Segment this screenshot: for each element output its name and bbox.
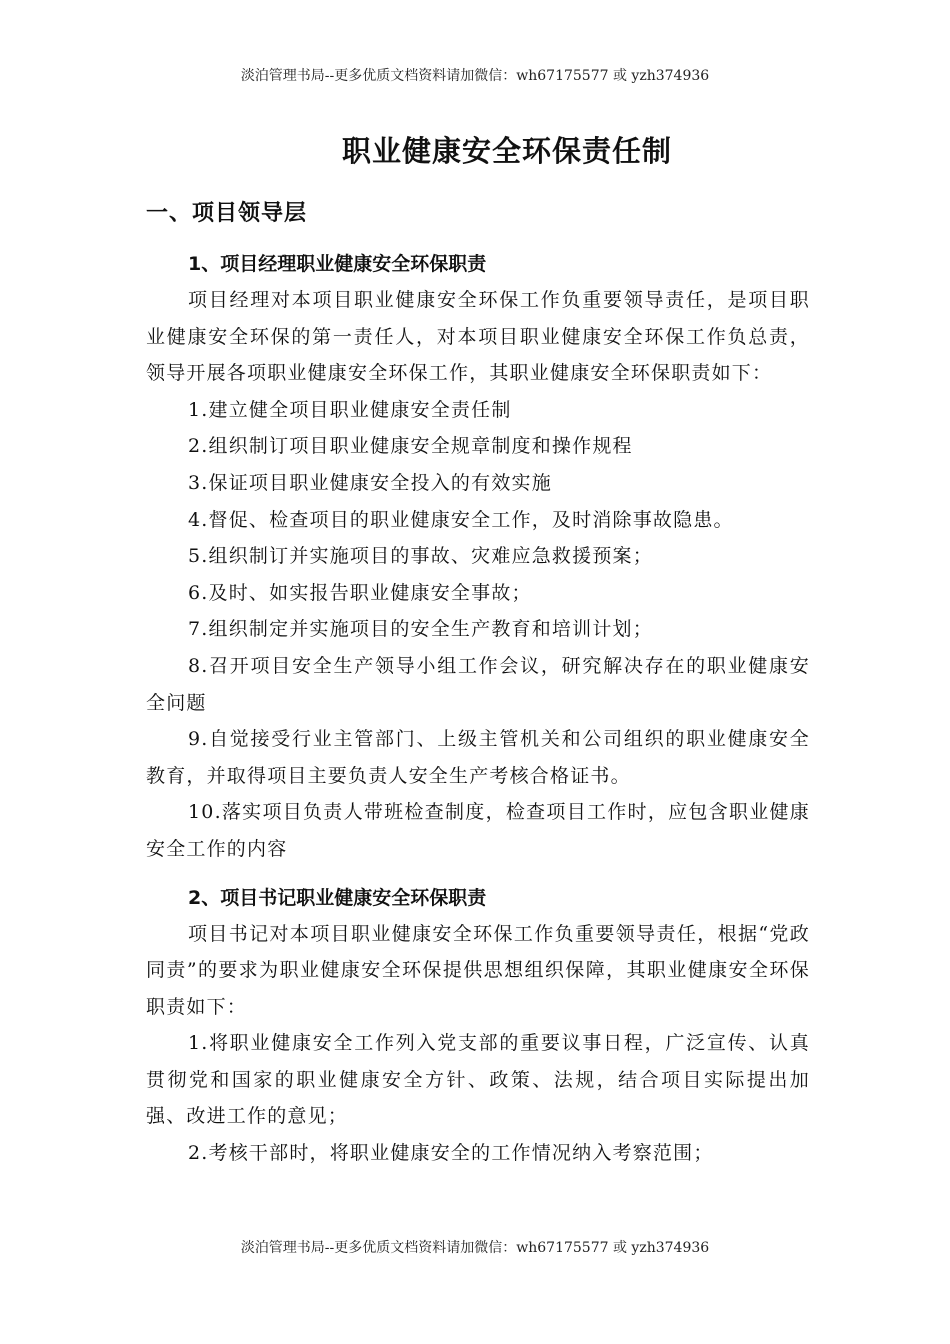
subsection-heading-project-manager: 1、项目经理职业健康安全环保职责 <box>188 253 487 275</box>
list-item: 1.将职业健康安全工作列入党支部的重要议事日程，广泛宣传、认真贯彻党和国家的职业健康安全方针、政策、法规，结合项目实际提出加强、改进工作的意见； <box>146 1032 810 1128</box>
paragraph-project-manager-intro: 项目经理对本项目职业健康安全环保工作负重要领导责任，是项目职业健康安全环保的第一责任人，对本项目职业健康安全环保工作负总责，领导开展各项职业健康安全环保工作，其职业健康安全环保职责如下： <box>146 289 810 385</box>
list-item: 8.召开项目安全生产领导小组工作会议，研究解决存在的职业健康安全问题 <box>146 654 810 714</box>
list-item: 6.及时、如实报告职业健康安全事故； <box>188 581 532 604</box>
list-item: 9.自觉接受行业主管部门、上级主管机关和公司组织的职业健康安全教育，并取得项目主要负责人安全生产考核合格证书。 <box>146 728 810 787</box>
page-footer: 淡泊管理书局--更多优质文档资料请加微信：wh67175577 或 yzh374936 <box>240 1240 710 1256</box>
list-item: 10.落实项目负责人带班检查制度，检查项目工作时，应包含职业健康安全工作的内容 <box>146 801 810 860</box>
section-heading: 一、项目领导层 <box>146 201 308 226</box>
subsection-heading-project-secretary: 2、项目书记职业健康安全环保职责 <box>188 886 487 909</box>
list-item: 3.保证项目职业健康安全投入的有效实施 <box>188 471 552 494</box>
list-item: 2.考核干部时，将职业健康安全的工作情况纳入考察范围； <box>188 1142 714 1165</box>
list-item: 5.组织制订并实施项目的事故、灾难应急救援预案； <box>188 545 653 568</box>
paragraph-project-secretary-intro: 项目书记对本项目职业健康安全环保工作负重要领导责任，根据“党政同责”的要求为职业健康安全环保提供思想组织保障，其职业健康安全环保职责如下： <box>146 922 810 1018</box>
list-item: 7.组织制定并实施项目的安全生产教育和培训计划； <box>188 618 653 641</box>
list-item: 1.建立健全项目职业健康安全责任制 <box>188 398 512 421</box>
document-body <box>146 196 810 1172</box>
list-item: 2.组织制订项目职业健康安全规章制度和操作规程 <box>188 435 633 458</box>
page-header: 淡泊管理书局--更多优质文档资料请加微信：wh67175577 或 yzh374936 <box>240 68 710 84</box>
list-item: 4.督促、检查项目的职业健康安全工作，及时消除事故隐患。 <box>188 508 734 531</box>
document-title: 职业健康安全环保责任制 <box>341 134 672 168</box>
